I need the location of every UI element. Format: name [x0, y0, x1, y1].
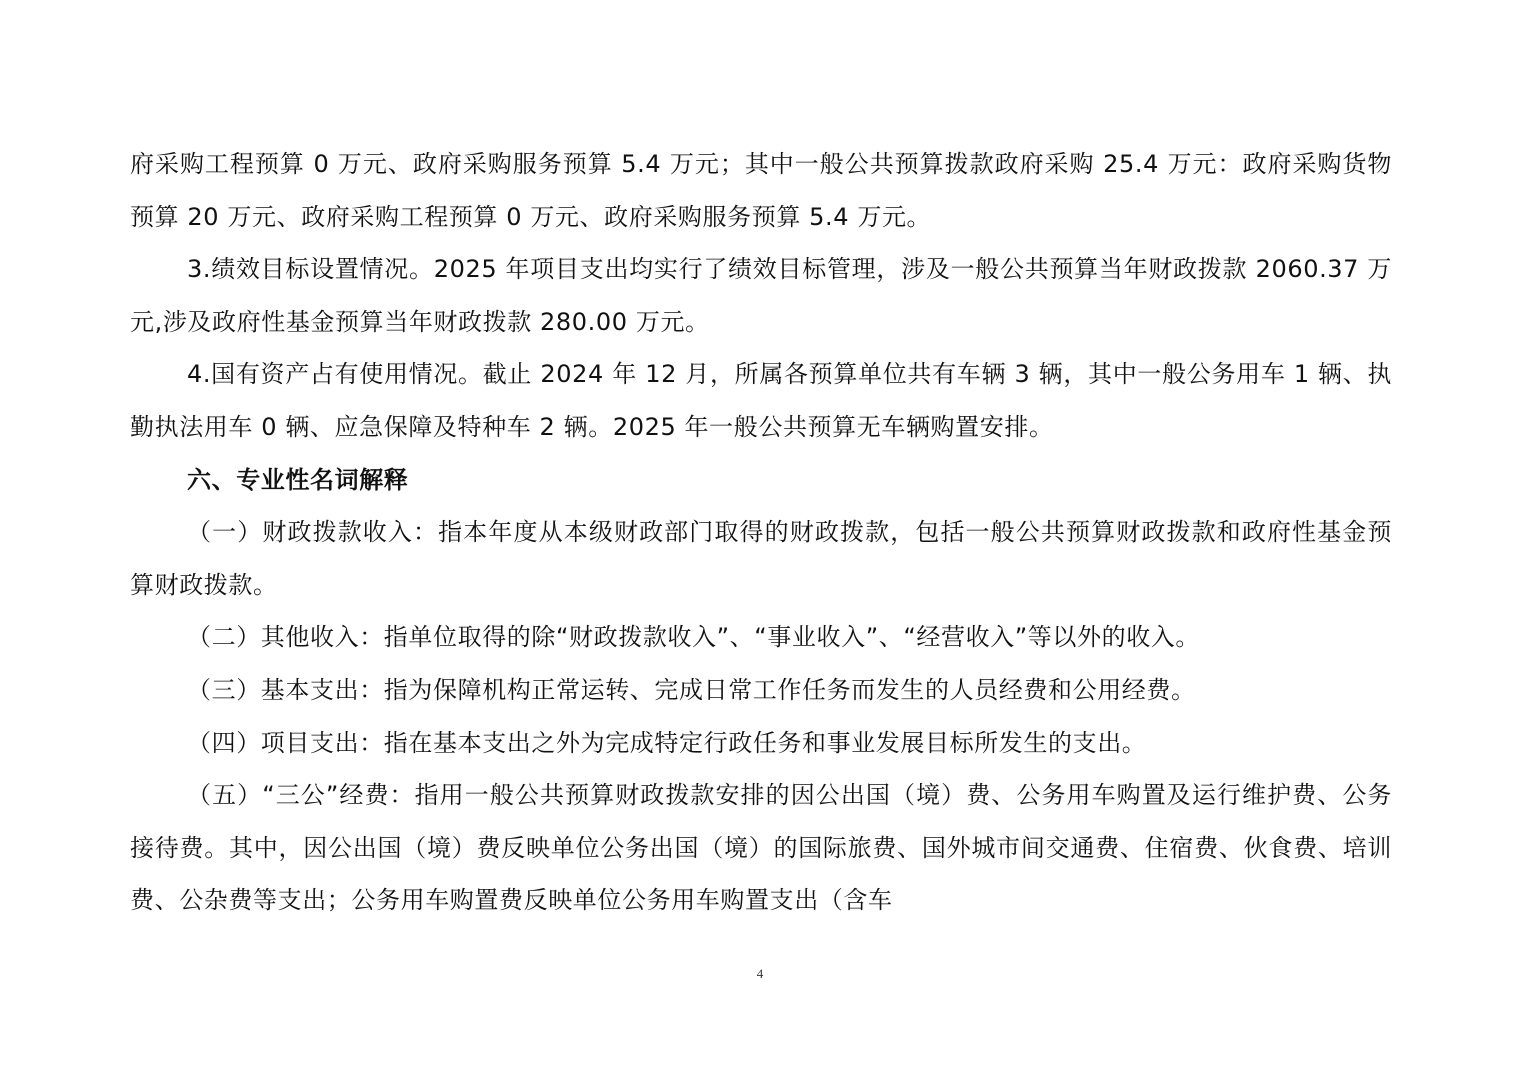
term-definition: （二）其他收入：指单位取得的除“财政拨款收入”、“事业收入”、“经营收入”等以外的收入。	[187, 623, 1200, 652]
section-heading: 六、专业性名词解释	[187, 465, 409, 494]
document-body	[130, 138, 1392, 927]
page-number: 4	[756, 966, 764, 981]
paragraph-procurement-continued: 府采购工程预算 0 万元、政府采购服务预算 5.4 万元；其中一般公共预算拨款政府采购 25.4 万元：政府采购货物预算 20 万元、政府采购工程预算 0 万元、政府采购服务预算 5.4 万元。	[130, 150, 1392, 231]
term-definition: （一）财政拨款收入：指本年度从本级财政部门取得的财政拨款，包括一般公共预算财政拨款和政府性基金预算财政拨款。	[130, 518, 1392, 599]
term-definition: （五）“三公”经费：指用一般公共预算财政拨款安排的因公出国（境）费、公务用车购置及运行维护费、公务接待费。其中，因公出国（境）费反映单位公务出国（境）的国际旅费、国外城市间交通费、住宿费、伙食费、培训费、公杂费等支出；公务用车购置费反映单位公务用车购置支出（含车	[130, 781, 1392, 915]
paragraph-state-assets: 4.国有资产占有使用情况。截止 2024 年 12 月，所属各预算单位共有车辆 3 辆，其中一般公务用车 1 辆、执勤执法用车 0 辆、应急保障及特种车 2 辆。2025 年一般公共预算无车辆购置安排。	[130, 360, 1392, 441]
paragraph-performance-targets: 3.绩效目标设置情况。2025 年项目支出均实行了绩效目标管理，涉及一般公共预算当年财政拨款 2060.37 万元,涉及政府性基金预算当年财政拨款 280.00 万元。	[130, 255, 1392, 336]
term-definition: （三）基本支出：指为保障机构正常运转、完成日常工作任务而发生的人员经费和公用经费。	[187, 675, 1196, 704]
term-definition: （四）项目支出：指在基本支出之外为完成特定行政任务和事业发展目标所发生的支出。	[187, 728, 1147, 757]
